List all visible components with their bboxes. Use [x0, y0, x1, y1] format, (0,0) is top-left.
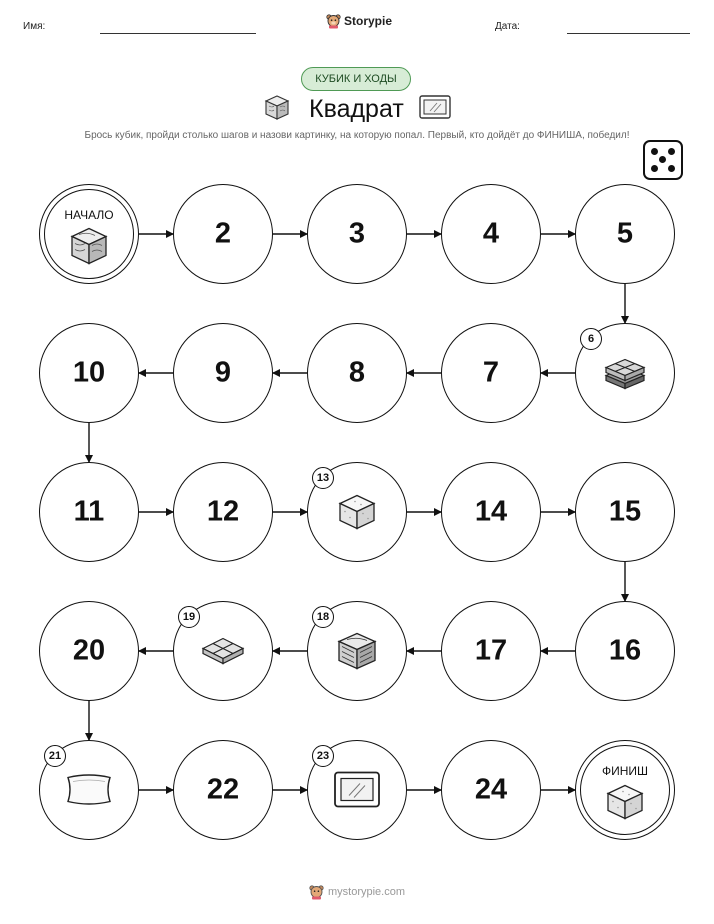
- cell-24: [441, 740, 541, 840]
- cell-number-badge: 13: [312, 467, 334, 489]
- cell-number: 8: [348, 356, 366, 389]
- cell-21: [39, 740, 139, 840]
- cell-4: [441, 184, 541, 284]
- date-label: Дата:: [495, 21, 520, 32]
- cell-14: [441, 462, 541, 562]
- cell-11: [39, 462, 139, 562]
- start-label: НАЧАЛО: [64, 208, 114, 222]
- cell-22: [173, 740, 273, 840]
- category-tag: КУБИК И ХОДЫ: [301, 67, 411, 91]
- cell-12: [173, 462, 273, 562]
- pillow-icon: [63, 771, 115, 812]
- cell-number: 9: [214, 356, 232, 389]
- wooden-cube-icon: [67, 223, 111, 272]
- cell-number-badge: 18: [312, 606, 334, 628]
- footer-site[interactable]: mystorypie.com: [328, 886, 406, 898]
- cell-number: 10: [72, 356, 106, 389]
- cell-number: 20: [72, 634, 106, 667]
- cell-number: 24: [474, 773, 508, 806]
- sugar-cube-icon: [335, 489, 379, 538]
- wooden-block-icon: [334, 627, 380, 678]
- cell-number-badge: 23: [312, 745, 334, 767]
- start-cell: [39, 184, 139, 284]
- cell-number: 5: [616, 217, 634, 250]
- cell-number: 15: [608, 495, 642, 528]
- finish-label: ФИНИШ: [601, 764, 649, 778]
- bear-mascot-icon: [309, 884, 324, 900]
- cell-number-badge: 6: [580, 328, 602, 350]
- cell-number: 12: [206, 495, 240, 528]
- cell-number: 14: [474, 495, 508, 528]
- cell-18: [307, 601, 407, 701]
- cell-7: [441, 323, 541, 423]
- sugar-cube-icon: [603, 779, 647, 828]
- cell-8: [307, 323, 407, 423]
- cell-number: 11: [73, 495, 105, 528]
- cell-6: [575, 323, 675, 423]
- cell-17: [441, 601, 541, 701]
- cell-23: [307, 740, 407, 840]
- instructions-text: Брось кубик, пройди столько шагов и назови картинку, на которую попал. Первый, кто дойдёт до ФИНИША, победил!: [84, 130, 630, 141]
- cell-number: 16: [608, 634, 642, 667]
- finish-cell: [575, 740, 675, 840]
- cell-16: [575, 601, 675, 701]
- cell-number: 3: [348, 217, 366, 250]
- waffle-square-icon: [199, 630, 247, 675]
- cell-15: [575, 462, 675, 562]
- cell-19: [173, 601, 273, 701]
- cell-number: 17: [474, 634, 508, 667]
- cell-number-badge: 21: [44, 745, 66, 767]
- cell-number: 4: [482, 217, 500, 250]
- cell-20: [39, 601, 139, 701]
- name-label: Имя:: [23, 21, 46, 32]
- cell-number: 7: [482, 356, 500, 389]
- cell-10: [39, 323, 139, 423]
- cell-2: [173, 184, 273, 284]
- brand-name: Storypie: [344, 14, 393, 28]
- cell-number-badge: 19: [178, 606, 200, 628]
- cell-9: [173, 323, 273, 423]
- cell-number: 22: [206, 773, 240, 806]
- cell-3: [307, 184, 407, 284]
- cell-number: 2: [214, 217, 232, 250]
- cell-13: [307, 462, 407, 562]
- cell-5: [575, 184, 675, 284]
- picture-frame-icon: [332, 769, 382, 814]
- footer: [309, 884, 405, 900]
- sponge-stack-icon: [602, 351, 648, 398]
- worksheet-title: Квадрат: [309, 95, 404, 123]
